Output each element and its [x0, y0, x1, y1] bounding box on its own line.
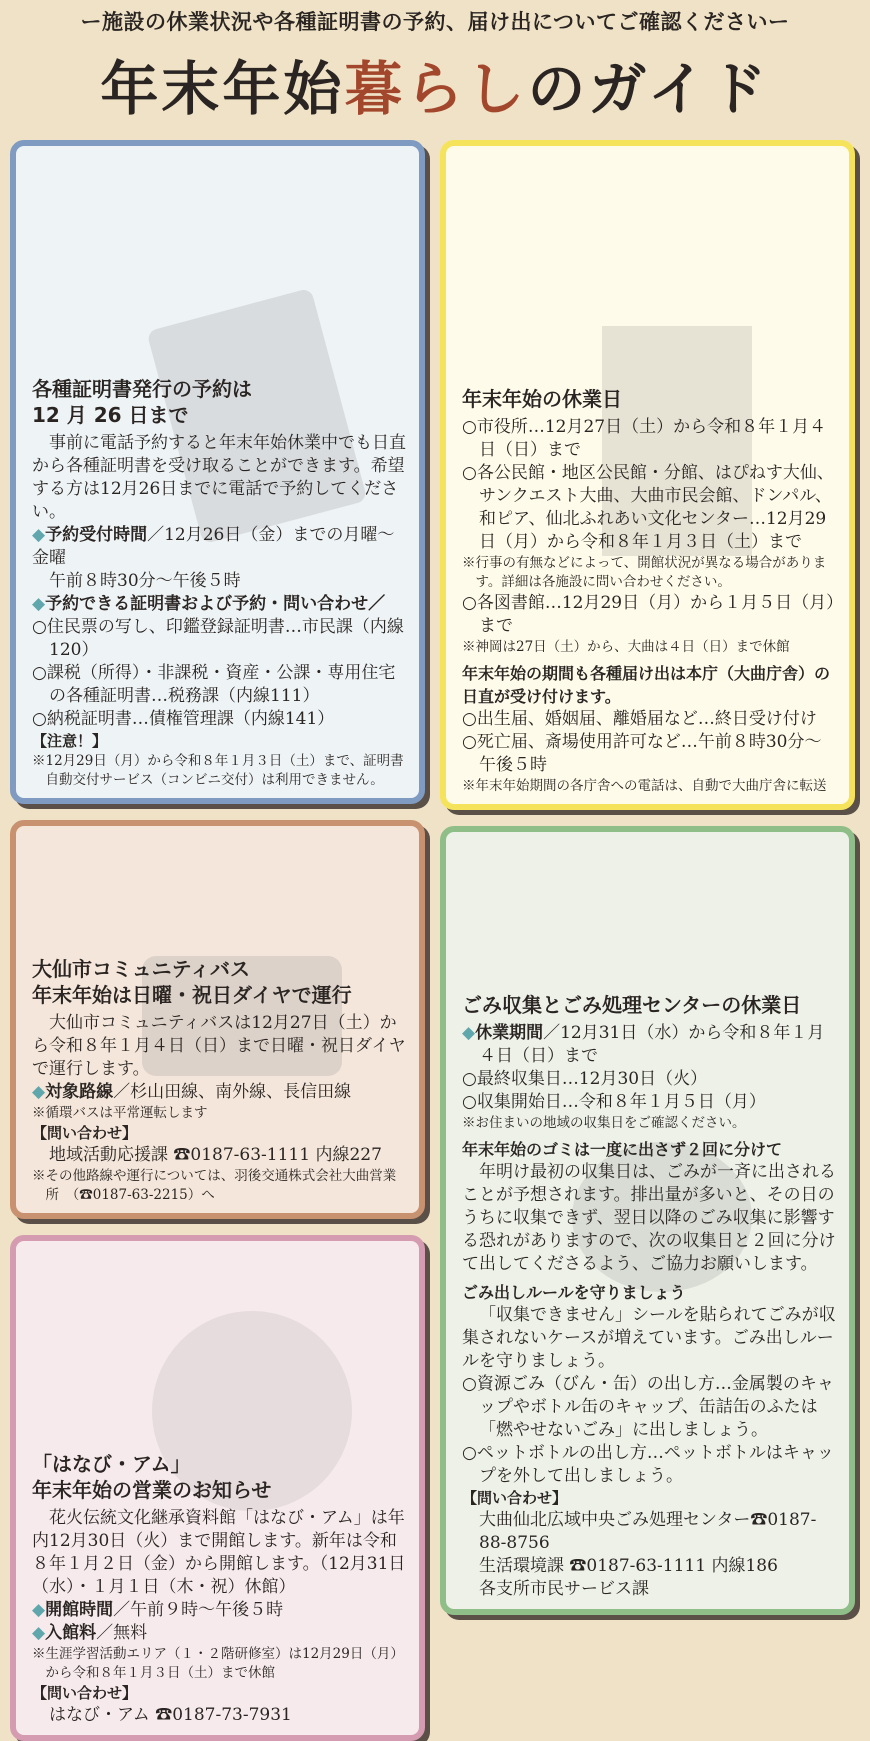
hours-line: [32, 524, 407, 570]
fee-label: 入館料: [45, 1623, 97, 1643]
list-item: ○課税（所得）・非課税・資産・公課・専用住宅の各種証明書…税務課（内線111）: [32, 663, 396, 706]
list-item: ○各図書館…12月29日（月）から１月５日（月）まで: [462, 593, 835, 636]
period-text: ／12月31日（水）から令和８年１月４日（日）まで: [479, 1023, 825, 1066]
title-line-2: 12 月 26 日まで: [32, 403, 189, 427]
list-item: ○出生届、婚姻届、離婚届など…終日受け付け: [462, 709, 817, 729]
route-label: 対象路線: [45, 1082, 114, 1102]
title-line-1: 各種証明書発行の予約は: [32, 377, 252, 401]
diamond-icon: ◆: [32, 1600, 46, 1620]
sub-title: 年末年始のゴミは一度に出さず２回に分けて: [462, 1140, 783, 1159]
diamond-icon: ◆: [32, 1082, 46, 1102]
contact: はなび・アム ☎0187-73-7931: [49, 1705, 292, 1725]
diamond-icon: ◆: [32, 525, 46, 545]
hanabi-section: [10, 1235, 425, 1741]
note: ※神岡は27日（土）から、大曲は４日（日）まで休館: [462, 639, 790, 655]
contact-label: 【問い合わせ】: [462, 1489, 568, 1507]
hours-line-2: 午前８時30分～午後５時: [49, 571, 241, 591]
hours-line: [32, 1599, 407, 1622]
sub-title: ごみ出しルールを守りましょう: [462, 1283, 686, 1302]
certificates-section: [10, 140, 425, 804]
diamond-icon: ◆: [32, 594, 46, 614]
section-title: [32, 376, 407, 428]
section-title: [32, 956, 407, 1008]
note: ※行事の有無などによって、開館状況が異なる場合があります。詳細は各施設に問い合わせください。: [462, 555, 827, 590]
title-line-2: 年末年始は日曜・祝日ダイヤで運行: [32, 983, 352, 1007]
list-label: [32, 593, 407, 616]
intro-text: 大仙市コミュニティバスは12月27日（土）から令和８年１月４日（日）まで日曜・祝日ダイヤで運行します。: [32, 1013, 406, 1079]
section-title: ごみ収集とごみ処理センターの休業日: [462, 993, 802, 1017]
right-column: [440, 140, 855, 1615]
list-item: ○資源ごみ（びん・缶）の出し方…金属製のキャップやボトル缶のキャップ、缶詰缶のふたは「燃やせないごみ」に出しましょう。: [462, 1374, 834, 1440]
fee-text: ／無料: [96, 1623, 148, 1643]
contact: 生活環境課 ☎0187-63-1111 内線186: [479, 1556, 778, 1576]
list-item: ○収集開始日…令和８年１月５日（月）: [462, 1092, 766, 1112]
note: ※年末年始期間の各庁舎への電話は、自動で大曲庁舎に転送: [462, 778, 827, 794]
page-title: [0, 42, 870, 126]
left-column: [10, 140, 425, 1741]
closures-section: [440, 140, 855, 810]
diamond-icon: ◆: [32, 1623, 46, 1643]
body-text: 年明け最初の収集日は、ごみが一斉に出されることが予想されます。排出量が多いと、その日のうちに収集できず、翌日以降のごみ収集に影響する恐れがありますので、次の収集日と２回に分けて出してくださるよう、ご協力お願いします。: [462, 1162, 836, 1274]
note: ※生涯学習活動エリア（１・２階研修室）は12月29日（月）から令和８年１月３日（土）まで休館: [32, 1646, 404, 1681]
list-label-text: 予約できる証明書および予約・問い合わせ／: [45, 594, 386, 614]
notice-label: 【注意！】: [32, 732, 108, 750]
title-line-2: 年末年始の営業のお知らせ: [32, 1478, 272, 1502]
header-subtitle: ー施設の休業状況や各種証明書の予約、届け出についてご確認くださいー: [80, 10, 790, 34]
section-title: 年末年始の休業日: [462, 387, 622, 411]
list-item: ○最終収集日…12月30日（火）: [462, 1069, 708, 1089]
title-accent: 暮らし: [344, 55, 528, 123]
period-label: 休業期間: [475, 1023, 544, 1043]
note: ※お住まいの地域の収集日をご確認ください。: [462, 1115, 746, 1131]
intro-text: 花火伝統文化継承資料館「はなび・アム」は年内12月30日（火）まで開館します。新年は令和８年１月２日（金）から開館します。（12月31日（水）・１月１日（木・祝）休館）: [32, 1508, 406, 1597]
list-item: ○死亡届、斎場使用許可など…午前８時30分～午後５時: [462, 732, 822, 775]
title-line-1: 「はなび・アム」: [32, 1452, 191, 1476]
contact-label: 【問い合わせ】: [32, 1684, 138, 1702]
note: ※その他路線や運行については、羽後交通株式会社大曲営業所 （☎0187-63-2215）へ: [32, 1168, 397, 1203]
contact-label: 【問い合わせ】: [32, 1124, 138, 1142]
hours-text: ／午前９時～午後５時: [113, 1600, 284, 1620]
hours-text: ／12月26日（金）までの月曜～金曜: [32, 525, 395, 568]
title-pre: 年末年始: [100, 55, 345, 123]
sub-title: 年末年始の期間も各種届け出は本庁（大曲庁舎）の日直が受け付けます。: [462, 664, 831, 706]
diamond-icon: ◆: [462, 1023, 476, 1043]
title-line-1: 大仙市コミュニティバス: [32, 957, 250, 981]
hours-label: 開館時間: [45, 1600, 114, 1620]
contact: 大曲仙北広域中央ごみ処理センター☎0187-88-8756: [479, 1510, 817, 1553]
route-line: [32, 1081, 407, 1104]
list-item: ○各公民館・地区公民館・分館、はぴねす大仙、サンクエスト大曲、大曲市民会館、ドンパル、和ピア、仙北ふれあい文化センター…12月29日（月）から令和８年１月３日（土）まで: [462, 463, 834, 552]
bus-section: [10, 820, 425, 1219]
route-text: ／杉山田線、南外線、長信田線: [113, 1082, 352, 1102]
list-item: ○住民票の写し、印鑑登録証明書…市民課（内線120）: [32, 617, 404, 660]
contact: 各支所市民サービス課: [479, 1579, 649, 1599]
list-item: ○ペットボトルの出し方…ペットボトルはキャップを外して出しましょう。: [462, 1443, 834, 1486]
hours-label: 予約受付時間: [45, 525, 148, 545]
body-text: 「収集できません」シールを貼られてごみが収集されないケースが増えています。ごみ出しルールを守りましょう。: [462, 1305, 836, 1371]
list-item: ○市役所…12月27日（土）から令和８年１月４日（日）まで: [462, 417, 827, 460]
fee-line: [32, 1622, 407, 1645]
title-post: のガイド: [527, 55, 770, 123]
contact: 地域活動応援課 ☎0187-63-1111 内線227: [49, 1145, 382, 1165]
period-line: [462, 1022, 837, 1068]
list-item: ○納税証明書…債権管理課（内線141）: [32, 709, 335, 729]
notice-text: ※12月29日（月）から令和８年１月３日（土）まで、証明書自動交付サービス（コンビニ交付）は利用できません。: [32, 753, 404, 788]
intro-text: 事前に電話予約すると年末年始休業中でも日直から各種証明書を受け取ることができます。希望する方は12月26日までに電話で予約してください。: [32, 433, 406, 522]
note: ※循環バスは平常運転します: [32, 1105, 208, 1121]
section-title: [32, 1451, 407, 1503]
garbage-section: [440, 826, 855, 1615]
